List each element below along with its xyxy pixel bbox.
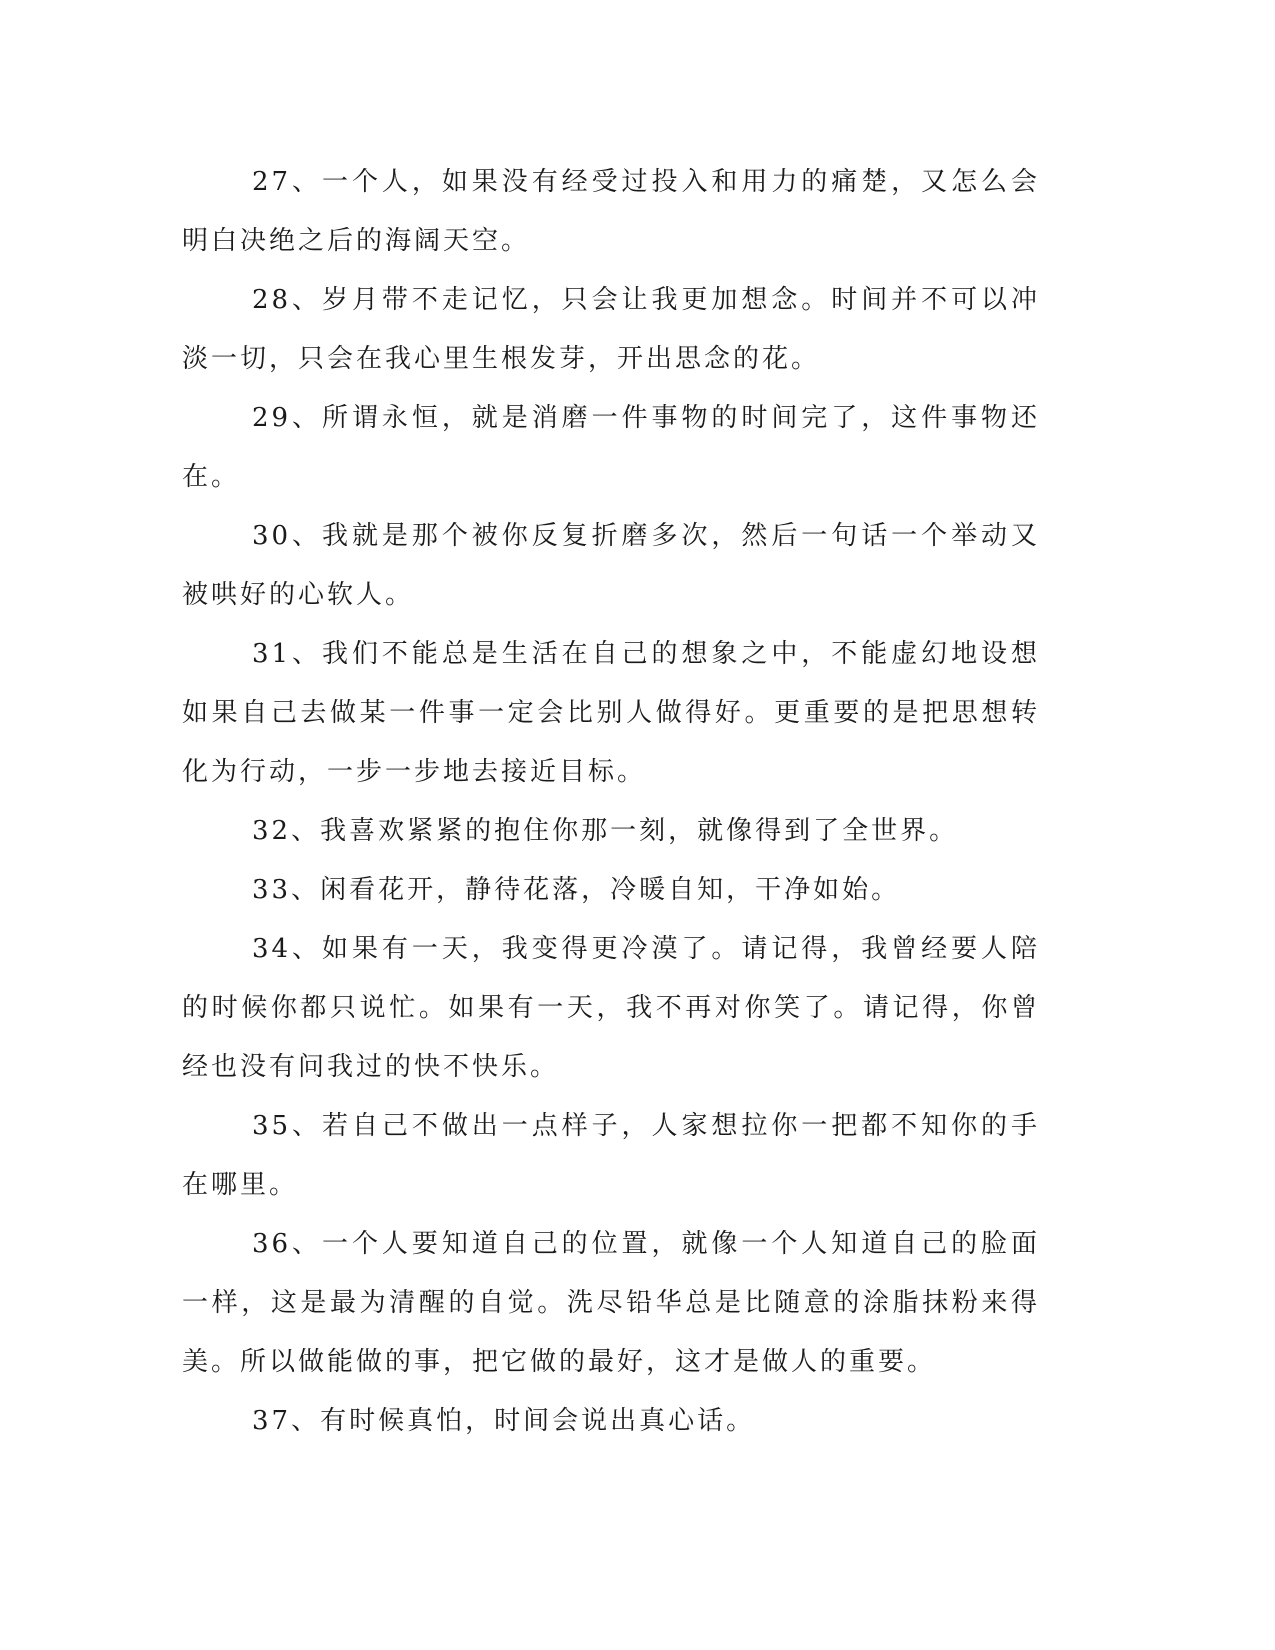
paragraph-36: 36、一个人要知道自己的位置，就像一个人知道自己的脸面一样，这是最为清醒的自觉。洗尽铅华总是比随意的涂脂抹粉来得美。所以做能做的事，把它做的最好，这才是做人的重要。 — [182, 1229, 1040, 1377]
paragraph-27: 27、一个人，如果没有经受过投入和用力的痛楚，又怎么会明白决绝之后的海阔天空。 — [182, 167, 1040, 256]
paragraph-32: 32、我喜欢紧紧的抱住你那一刻，就像得到了全世界。 — [252, 816, 959, 846]
paragraph-37: 37、有时候真怕，时间会说出真心话。 — [252, 1406, 756, 1436]
paragraph-29: 29、所谓永恒，就是消磨一件事物的时间完了，这件事物还在。 — [182, 403, 1040, 492]
paragraph-30: 30、我就是那个被你反复折磨多次，然后一句话一个举动又被哄好的心软人。 — [182, 521, 1040, 610]
paragraph-28: 28、岁月带不走记忆，只会让我更加想念。时间并不可以冲淡一切，只会在我心里生根发芽，开出思念的花。 — [182, 285, 1040, 374]
paragraph-31: 31、我们不能总是生活在自己的想象之中，不能虚幻地设想如果自己去做某一件事一定会比别人做得好。更重要的是把思想转化为行动，一步一步地去接近目标。 — [182, 639, 1040, 787]
paragraph-34: 34、如果有一天，我变得更冷漠了。请记得，我曾经要人陪的时候你都只说忙。如果有一天，我不再对你笑了。请记得，你曾经也没有问我过的快不快乐。 — [182, 934, 1040, 1082]
document-body — [182, 153, 1040, 1451]
paragraph-35: 35、若自己不做出一点样子，人家想拉你一把都不知你的手在哪里。 — [182, 1111, 1040, 1200]
paragraph-33: 33、闲看花开，静待花落，冷暖自知，干净如始。 — [252, 875, 901, 905]
